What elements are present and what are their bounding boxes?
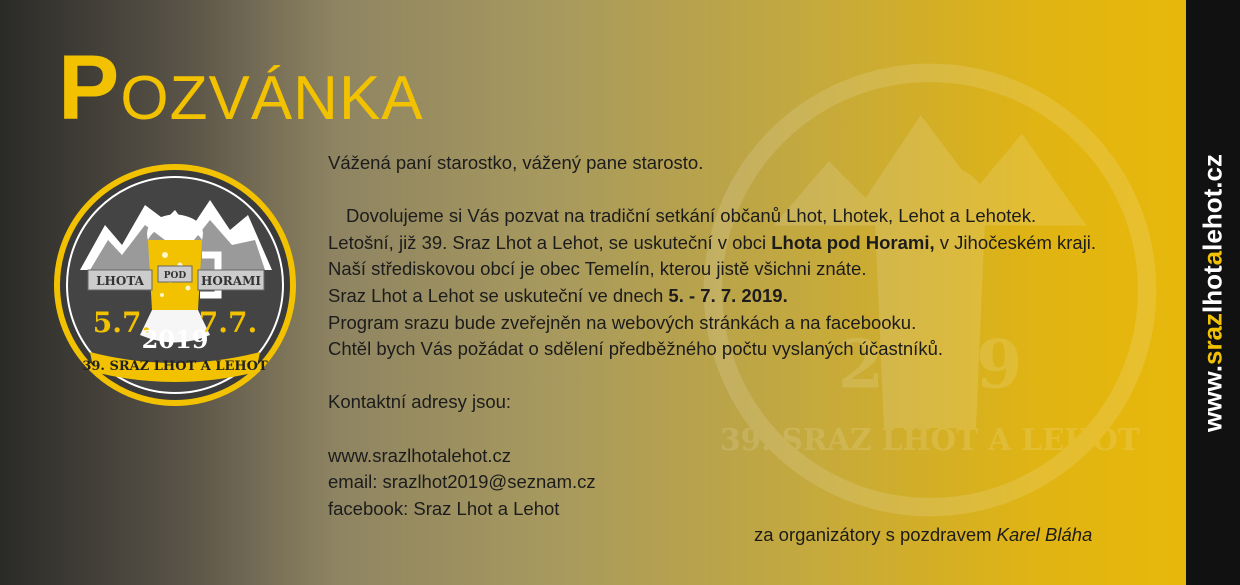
paragraph-location: Letošní, již 39. Sraz Lhot a Lehot, se uskuteční v obci Lhota pod Horami, v Jihočeském kraji. xyxy=(328,231,1097,253)
horami-banner xyxy=(198,270,264,290)
website-link[interactable]: www.srazlhotalehot.cz xyxy=(328,444,512,466)
title-initial: P xyxy=(58,37,121,139)
signoff-name: Karel Bláha xyxy=(996,524,1093,545)
logo-year: 2019 xyxy=(141,325,209,354)
logo-date-left: 5.7. xyxy=(92,306,152,339)
side-url[interactable]: www.srazlhotalehot.cz xyxy=(1197,153,1228,432)
watermark-ribbon: 39. SRAZ LHOT A LEHOT xyxy=(720,422,1140,458)
facebook-link[interactable]: facebook: Sraz Lhot a Lehot xyxy=(328,497,560,519)
paragraph-invite: Dovolujeme si Vás pozvat na tradiční setkání občanů Lhot, Lhotek, Lehot a Lehotek. xyxy=(346,205,1037,227)
spacer xyxy=(328,363,1096,390)
email-link[interactable]: email: srazlhot2019@seznam.cz xyxy=(328,471,596,493)
lhota-banner xyxy=(88,270,152,290)
signoff xyxy=(754,524,1092,546)
location-name: Lhota pod Horami, xyxy=(771,231,935,253)
letter-body xyxy=(328,150,1096,522)
title-rest: OZVÁNKA xyxy=(120,64,424,133)
paragraph-program: Program srazu bude zveřejněn na webových stránkách a na facebooku. xyxy=(328,311,917,333)
logo-date-right: 7.7. xyxy=(198,306,258,339)
svg-text:POD: POD xyxy=(163,271,187,281)
side-bar xyxy=(1186,0,1240,585)
logo-ribbon-text: 39. SRAZ LHOT A LEHOT xyxy=(82,359,268,374)
svg-text:LHOTA: LHOTA xyxy=(96,274,144,288)
svg-text:HORAMI: HORAMI xyxy=(201,274,261,288)
contacts-heading: Kontaktní adresy jsou: xyxy=(328,391,512,413)
watermark-year: 2019 xyxy=(837,325,1023,404)
greeting: Vážená paní starostko, vážený pane starosto. xyxy=(328,152,704,173)
spacer xyxy=(328,177,1096,204)
paragraph-temelin: Naší střediskovou obcí je obec Temelín, kterou jistě všichni znáte. xyxy=(328,258,867,280)
event-dates: 5. - 7. 7. 2019. xyxy=(668,284,788,306)
pod-banner xyxy=(158,266,192,282)
page-title xyxy=(58,36,424,141)
paragraph-dates: Sraz Lhot a Lehot se uskuteční ve dnech 5. - 7. 7. 2019. xyxy=(328,284,788,306)
signoff-text: za organizátory s pozdravem xyxy=(754,524,997,545)
spacer xyxy=(328,416,1096,443)
event-logo xyxy=(50,160,300,410)
paragraph-request: Chtěl bych Vás požádat o sdělení předběžného počtu vyslaných účastníků. xyxy=(328,338,943,360)
